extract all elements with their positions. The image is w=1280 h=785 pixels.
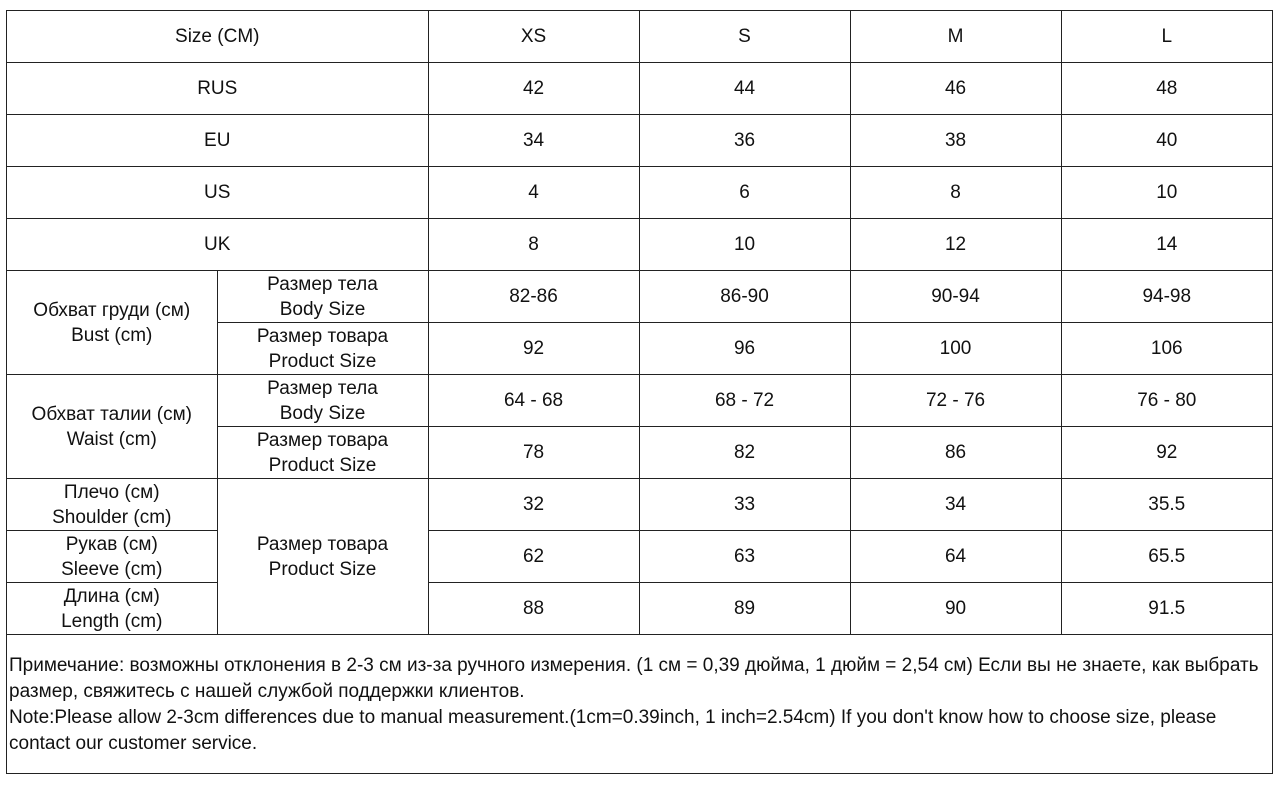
label-ru: Плечо (см)	[63, 481, 160, 503]
size-m-header: M	[850, 11, 1061, 63]
size-chart	[6, 10, 1273, 774]
table-cell: 63	[639, 531, 850, 583]
table-cell: 34	[850, 479, 1061, 531]
table-cell: 46	[850, 63, 1061, 115]
table-row	[7, 531, 1272, 583]
table-cell: 14	[1061, 219, 1272, 271]
note-en: Note:Please allow 2-3cm differences due to manual measurement.(1cm=0.39inch, 1 inch=2.54cm) If you don't know how to choose size, please contact our customer service.	[9, 707, 1217, 754]
row-label: UK	[7, 219, 428, 271]
table-cell: 86	[850, 427, 1061, 479]
size-s-header: S	[639, 11, 850, 63]
table-cell: 35.5	[1061, 479, 1272, 531]
bust-label	[7, 271, 217, 375]
size-table	[7, 11, 1272, 635]
table-cell: 62	[428, 531, 639, 583]
length-label	[7, 583, 217, 635]
table-cell: 48	[1061, 63, 1272, 115]
measurement-note	[9, 653, 1271, 757]
table-cell: 100	[850, 323, 1061, 375]
table-cell: 8	[428, 219, 639, 271]
table-cell: 82	[639, 427, 850, 479]
table-cell: 12	[850, 219, 1061, 271]
table-cell: 91.5	[1061, 583, 1272, 635]
table-cell: 68 - 72	[639, 375, 850, 427]
table-row	[7, 271, 1272, 323]
table-cell: 96	[639, 323, 850, 375]
label-ru: Размер товара	[256, 325, 389, 347]
table-cell: 92	[428, 323, 639, 375]
row-label: EU	[7, 115, 428, 167]
bust-label-ru: Обхват груди (см)	[33, 299, 191, 321]
label-en: Length (cm)	[61, 610, 163, 632]
row-label: RUS	[7, 63, 428, 115]
table-cell: 64 - 68	[428, 375, 639, 427]
label-en: Product Size	[268, 454, 377, 476]
table-cell: 36	[639, 115, 850, 167]
table-cell: 76 - 80	[1061, 375, 1272, 427]
bust-label-en: Bust (cm)	[71, 324, 153, 346]
label-en: Sleeve (cm)	[61, 558, 163, 580]
label-en: Product Size	[268, 350, 377, 372]
waist-label	[7, 375, 217, 479]
table-cell: 88	[428, 583, 639, 635]
label-ru: Размер тела	[267, 377, 378, 399]
table-cell: 10	[639, 219, 850, 271]
table-cell: 89	[639, 583, 850, 635]
row-label: US	[7, 167, 428, 219]
label-ru: Размер товара	[256, 533, 389, 555]
table-cell: 86-90	[639, 271, 850, 323]
size-xs-header: XS	[428, 11, 639, 63]
size-l-header: L	[1061, 11, 1272, 63]
table-row	[7, 219, 1272, 271]
shoulder-label	[7, 479, 217, 531]
table-row	[7, 167, 1272, 219]
table-row	[7, 115, 1272, 167]
table-cell: 38	[850, 115, 1061, 167]
header-label: Size (CM)	[7, 11, 428, 63]
bust-body-size-label	[217, 271, 428, 323]
note-ru: Примечание: возможны отклонения в 2-3 см из-за ручного измерения. (1 см = 0,39 дюйма, 1 дюйм = 2,54 см) Если вы не знаете, как выбрать размер, свяжитесь с нашей службой поддержки клиентов.	[9, 655, 1259, 702]
table-cell: 44	[639, 63, 850, 115]
label-en: Body Size	[279, 298, 366, 320]
table-cell: 106	[1061, 323, 1272, 375]
label-en: Shoulder (cm)	[52, 506, 172, 528]
table-cell: 90-94	[850, 271, 1061, 323]
label-en: Body Size	[279, 402, 366, 424]
waist-product-size-label	[217, 427, 428, 479]
waist-label-ru: Обхват талии (см)	[31, 403, 192, 425]
table-row	[7, 375, 1272, 427]
table-cell: 92	[1061, 427, 1272, 479]
table-cell: 64	[850, 531, 1061, 583]
product-size-label	[217, 479, 428, 635]
label-ru: Размер тела	[267, 273, 378, 295]
label-ru: Размер товара	[256, 429, 389, 451]
waist-body-size-label	[217, 375, 428, 427]
header-row	[7, 11, 1272, 63]
table-row	[7, 479, 1272, 531]
table-cell: 40	[1061, 115, 1272, 167]
table-cell: 82-86	[428, 271, 639, 323]
waist-label-en: Waist (cm)	[66, 428, 157, 450]
table-cell: 94-98	[1061, 271, 1272, 323]
bust-product-size-label	[217, 323, 428, 375]
table-cell: 32	[428, 479, 639, 531]
label-ru: Длина (см)	[63, 585, 160, 607]
table-cell: 90	[850, 583, 1061, 635]
table-cell: 65.5	[1061, 531, 1272, 583]
table-cell: 72 - 76	[850, 375, 1061, 427]
label-en: Product Size	[268, 558, 377, 580]
table-row	[7, 583, 1272, 635]
table-cell: 78	[428, 427, 639, 479]
table-cell: 6	[639, 167, 850, 219]
table-cell: 10	[1061, 167, 1272, 219]
table-row	[7, 63, 1272, 115]
table-cell: 33	[639, 479, 850, 531]
table-cell: 8	[850, 167, 1061, 219]
table-cell: 42	[428, 63, 639, 115]
table-cell: 4	[428, 167, 639, 219]
table-cell: 34	[428, 115, 639, 167]
label-ru: Рукав (см)	[65, 533, 158, 555]
sleeve-label	[7, 531, 217, 583]
